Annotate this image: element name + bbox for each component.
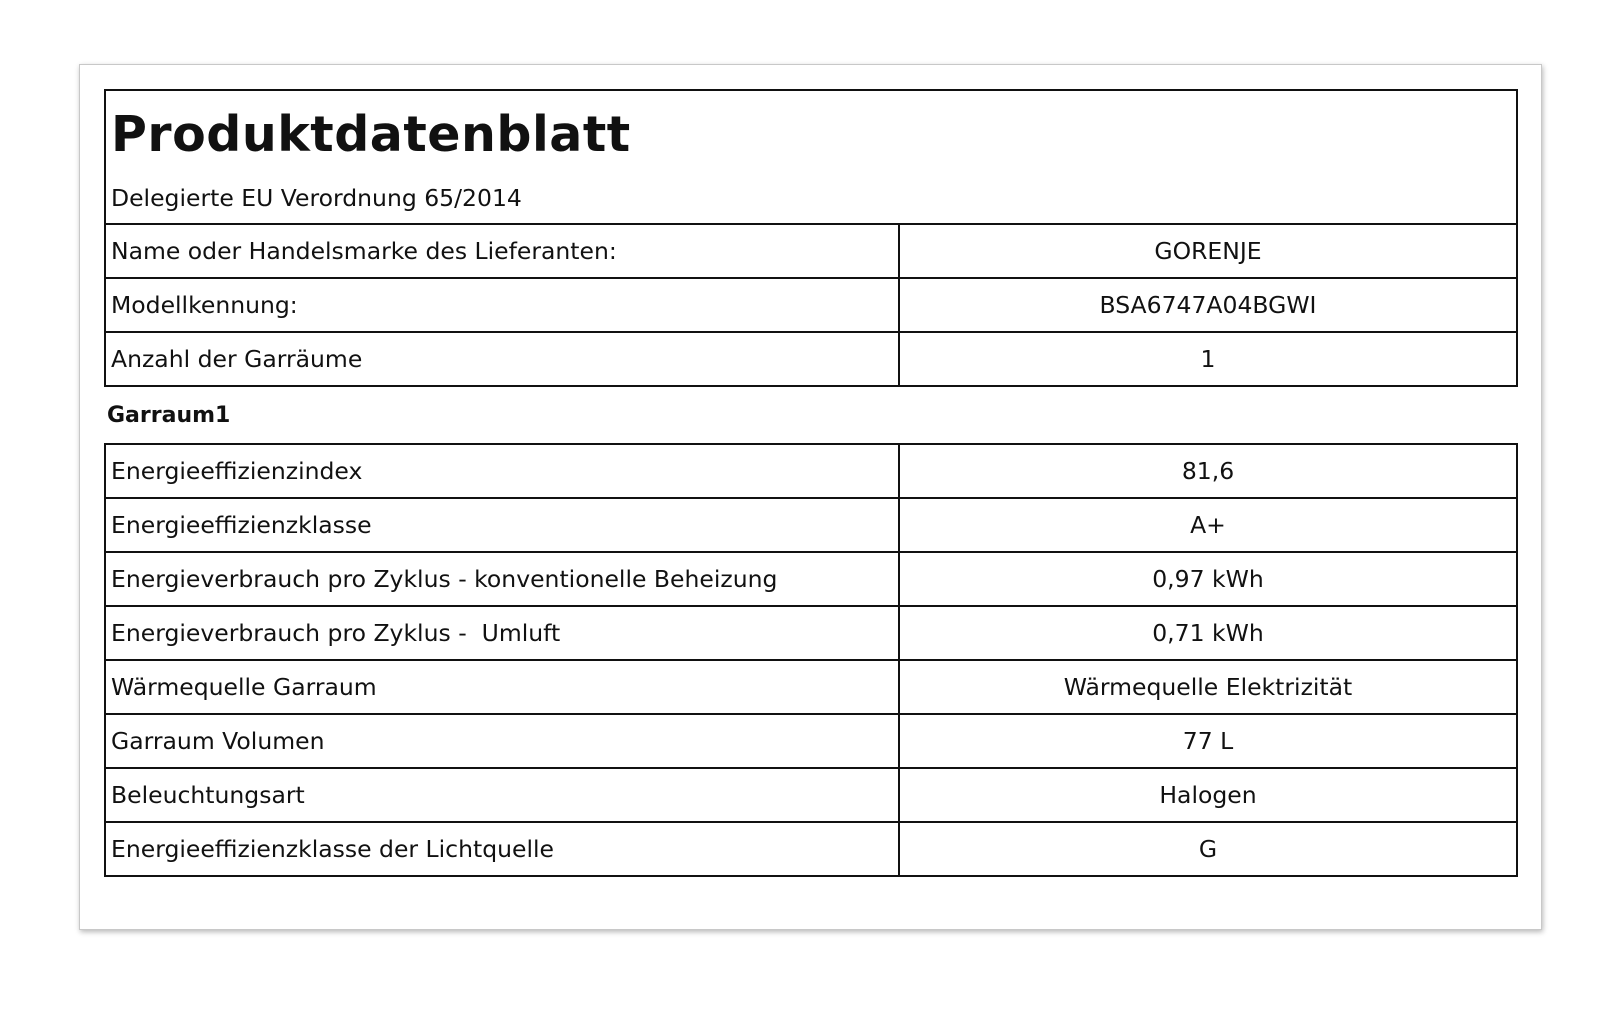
- sheet-header: [104, 89, 1518, 223]
- row-label: Energieeffizienzklasse: [105, 498, 899, 552]
- row-label: Garraum Volumen: [105, 714, 899, 768]
- general-info-table: [104, 223, 1518, 387]
- table-row: [105, 606, 1517, 660]
- row-value: Halogen: [899, 768, 1517, 822]
- table-row: [105, 278, 1517, 332]
- row-value: A+: [899, 498, 1517, 552]
- row-label: Anzahl der Garräume: [105, 332, 899, 386]
- row-label: Energieverbrauch pro Zyklus - Umluft: [105, 606, 899, 660]
- row-value: BSA6747A04BGWI: [899, 278, 1517, 332]
- table-row: [105, 822, 1517, 876]
- row-label: Modellkennung:: [105, 278, 899, 332]
- regulation-subtitle: Delegierte EU Verordnung 65/2014: [111, 184, 522, 212]
- row-label: Beleuchtungsart: [105, 768, 899, 822]
- row-value: 0,97 kWh: [899, 552, 1517, 606]
- row-label: Name oder Handelsmarke des Lieferanten:: [105, 224, 899, 278]
- table-row: [105, 714, 1517, 768]
- row-label: Wärmequelle Garraum: [105, 660, 899, 714]
- row-value: 77 L: [899, 714, 1517, 768]
- row-value: 81,6: [899, 444, 1517, 498]
- sheet-content: [104, 89, 1518, 877]
- table-row: [105, 332, 1517, 386]
- page-title: Produktdatenblatt: [111, 106, 631, 163]
- row-value: Wärmequelle Elektrizität: [899, 660, 1517, 714]
- row-value: 1: [899, 332, 1517, 386]
- table-row: [105, 224, 1517, 278]
- table-row: [105, 768, 1517, 822]
- row-value: GORENJE: [899, 224, 1517, 278]
- table-row: [105, 444, 1517, 498]
- row-label: Energieverbrauch pro Zyklus - konventionelle Beheizung: [105, 552, 899, 606]
- product-data-sheet: [79, 64, 1542, 930]
- table-row: [105, 552, 1517, 606]
- row-value: 0,71 kWh: [899, 606, 1517, 660]
- row-label: Energieeffizienzklasse der Lichtquelle: [105, 822, 899, 876]
- section-heading: Garraum1: [107, 403, 231, 428]
- row-label: Energieeffizienzindex: [105, 444, 899, 498]
- cavity-info-table: [104, 443, 1518, 877]
- row-value: G: [899, 822, 1517, 876]
- table-row: [105, 498, 1517, 552]
- table-row: [105, 660, 1517, 714]
